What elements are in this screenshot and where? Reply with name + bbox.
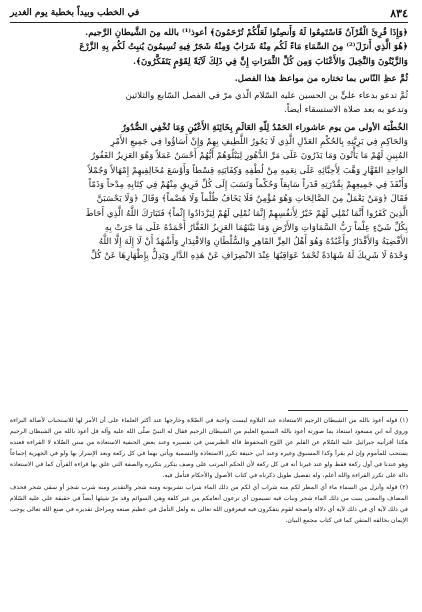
quran-verse-line: وَالزَّيْتُونَ وَالنَّخِيلَ وَالأَعْنَابَ وَمِن كُلِّ الثَّمَرَاتِ إِنَّ فِي ذَلِكَ لَآيَةً لِقَوْمٍ يَتَفَكَّرُونَ﴾.	[132, 56, 408, 67]
footnote-divider	[288, 410, 408, 411]
header-divider	[10, 22, 408, 23]
page-header	[10, 6, 408, 20]
sermon-line: الأَقْضِيَةُ وَالأَقْدَارُ وَأَعْبُدُهُ وَهُوَ أَهْلُ العِزِّ القَاهِرِ وَالسُّلْطَانِ وَالاقْتِدَارِ وَأَشْهَدُ أَنْ لَا إِلَهَ إِلَّا اللَّهُ	[98, 237, 408, 248]
sermon-line: المُبِينِ لَهُمْ مَا يَأْتُونَ وَمَا يَذَرُونَ عَلَى مَرِّ الدُّهُورِ لِيَبْلُوَهُمْ أَيُّهُمْ أَحْسَنُ عَمَلاً وَهُوَ العَزِيزُ الغَفُورُ	[91, 151, 408, 162]
page-number: ٨٣٤	[390, 6, 408, 20]
sermon-line: فَقَالَ ﴿وَمَنْ يَعْمَلْ مِنَ الصَّالِحَاتِ وَهُوَ مُؤْمِنٌ فَلَا يَخَافُ ظُلْماً وَلَا هَضْماً﴾ وَقَالَ ﴿وَلَا يَحْسَبَنَّ	[96, 194, 408, 205]
sermon-line: الوَاحِدِ القَهَّارِ وَهَّبَ لِأَحِبَّائِهِ عَلَى نِعَمِهِ مِنْ لُطْفِهِ وَكِفَايَتِهِ قِسْطاً وَأَوْسَعَ مُخَالِفِيهِمْ إِمْهَالاً وَجُمْلاً	[87, 165, 408, 176]
sermon-line: الَّذِينَ كَفَرُوا أَنَّمَا نُمْلِي لَهُمْ خَيْرٌ لِأَنفُسِهِمْ إِنَّمَا نُمْلِي لَهُمْ لِيَزْدَادُوا إِثْماً﴾ فَتَبَارَكَ اللَّهُ الَّذِي أَحَاطَ	[85, 208, 408, 219]
footnote-1: (١) قوله أعوذ بالله من الشيطان الرجيم الاستعاذة عند التلاوة ليست واجبة في الصّلاة وخارجها عند أكثر العلماء على أن الأمر لها للاستحباب لأصالة البراءة وروي أنه ابن مسعود استعاذ بما صورته أعوذ بالله السميع العليم من الشيطان الرجيم فقال له النبيّ صلّى الله عليه وآله قل أعوذ بالله من الشيطان الرجيم هكذا أقرأنيه جبرائيل عليه السّلام عن القلم عن اللوح المحفوظ قاله الطبرسي في تفسيره وعند بعض الحنفية الاستعاذة من سنن الصّلاة لا القراءة فعنده يستحب للمأموم وإن لم يقرأ وكذا المسبوق وغيره وعند أبي حنيفة تكرر الاستعاذة والتسمية ويأتي بهما في كل ركعة وبعد الإسرار بها ولو في الجهرية إجماعاً وهو عندنا في أول ركعة فقط ولو عند غيرنا أنه في كل ركعة لأن الحكم المرتب على وصف يتكرر بتكرره والصفة التي علق بها قراءة القرآن كما في الاستعاذة دالة على تكرر القراءة والله أعلم، وله تفصيل طويل ذكرناه في كتاب الأصول والأحكام فتأمل فيه.	[10, 417, 408, 479]
quran-verse-line: ﴿وَإِذَا قُرِئَ الْقُرْآنُ فَاسْتَمِعُوا لَهُ وَأَنصِتُوا لَعَلَّكُمْ تُرْحَمُونَ﴾ أعوذ⁽¹⁾ بالله مِنَ الشَّيطانِ الرَّجيم.	[85, 28, 408, 38]
sermon-line: وَحْدَهُ لَا شَرِيكَ لَهُ شَهَادَةً تُحْمَدُ عَوَاقِبُهَا عِنْدَ الانْصِرَافِ عَنْ هَذِهِ الدَّارِ وَيَدِلُّ بِإِطْهَارِهَا عَنْ كُلِّ	[90, 251, 408, 262]
instruction-line: وتدعو به بعد صلاة الاستسقاء أيضاً.	[284, 105, 408, 116]
main-text	[10, 26, 408, 264]
sermon-line: بِكُلِّ شَيْءٍ عِلْماً رَبُّ السَّمَاوَاتِ وَالأَرْضِ وَمَا بَيْنَهُمَا العَزِيزُ الغَفَّارُ أَحْمَدُهُ عَلَى مَا جَرَتْ بِهِ	[104, 222, 408, 233]
sermon-line: وَأَنْفَذَ فِي جَمِيعِهِمْ بِقُدْرَتِهِ قَدَراً سَابِقاً وَحُكْماً وَنَسَبَ إِلَى كُلِّ فَرِيقٍ مِنْهُمْ فِي كِتَابِهِ مِدْحاً وَذَمّاً	[88, 179, 408, 190]
quran-verse-line: ﴿هُوَ الَّذِي أَنزَلَ⁽²⁾ مِنَ السَّمَاءِ مَاءً لَكُم مِنْهُ شَرَابٌ وَمِنْهُ شَجَرٌ فِيهِ تُسِيمُونَ يُنبِتُ لَكُم بِهِ الزَّرْعَ	[79, 42, 408, 53]
footnote-2: (٢) قوله وأنزل من السماء ماء أي المطر لكم منه شراب أي لكم من ذلك الماء شراب تشربونه ومنه شجر والتقدير ومنه شرب شجر أو سقي شجر فحذف المضاف والمعنى ينبت من ذلك الماء شجر ونبات فيه تسيمون أي ترعون أنعامكم من غير كلفة وهي السوائم وقد مرّ شيئها أيضاً في حقيقة علي عليه السّلام في ذلك لآية أي في ذلك لآية أي دلالة واضحة لقوم يتفكرون فيه فيعرفون الله تعالى به ولعل التأمل في عظيم صنعه ومراحل تقديره في صنع الله تعالى يوجب الإيمان بخالقه المتقن كما في كتاب مجمع البيان.	[10, 484, 408, 525]
sermon-line: وَالحَاكِمِ فِي بَرِيَّتِهِ بِالحُكْمِ العَدْلِ الَّذِي لَا يَجُورُ اللَّطِيفِ بِهِمْ وَإِنْ أَسَاؤُوا فِي جَمِيعِ الأَمْرِ	[110, 137, 408, 148]
running-title: في الخطب وبيداً بخطبة يوم الغدير	[10, 8, 140, 18]
footnotes	[10, 416, 408, 529]
sermon-line: الخُطْبَة الأولى من يوم عاشوراء الحَمْدُ لِلّهِ العَالَمِ بِخَائِنَةِ الأَعْيُنِ وَمَا تُخْفِي الصُّدُورُ	[121, 122, 408, 133]
instruction-line: ثُمَّ تدعو بدعاء عليٍّ بن الحسين عليه السّلام الّذي مرّ في الفصل السّابع والثلاثين	[125, 91, 408, 102]
instruction-paragraph: ثُمَّ عظِ النّاس بما تختاره من مواعظ هذا الفصل.	[234, 73, 408, 84]
